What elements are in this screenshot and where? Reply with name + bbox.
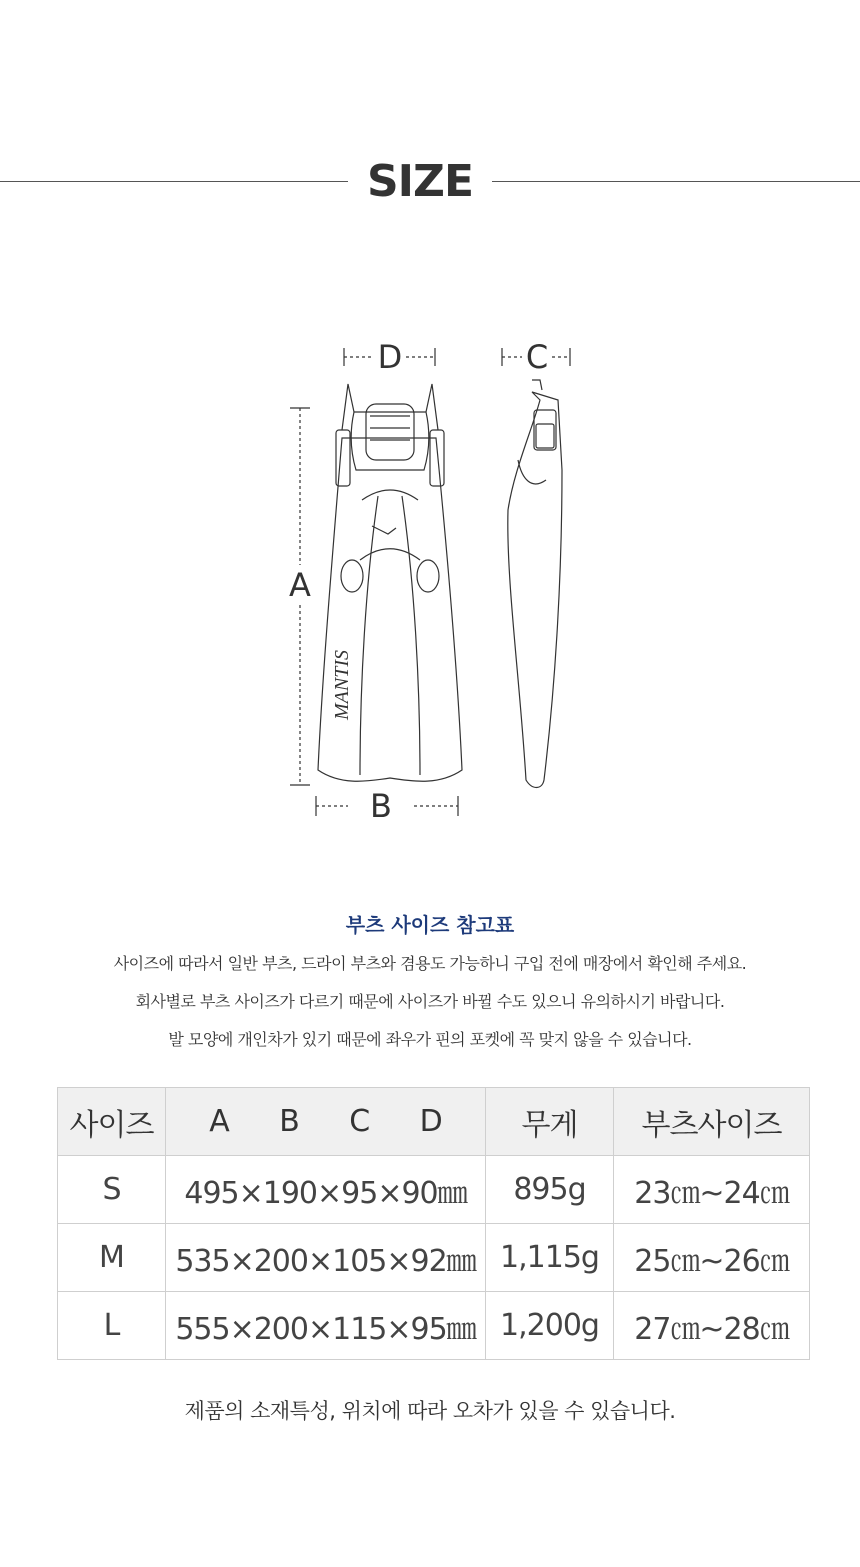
table-row	[58, 1224, 810, 1292]
header-d: D	[419, 1104, 442, 1139]
table-header-row	[58, 1088, 810, 1156]
header-a: A	[209, 1104, 229, 1139]
fin-drawing	[270, 320, 590, 840]
cell-dimensions: 535×200×105×92㎜	[166, 1224, 486, 1292]
table-row	[58, 1156, 810, 1224]
info-line-3: 발 모양에 개인차가 있기 때문에 좌우가 핀의 포켓에 꼭 맞지 않을 수 있습니다.	[168, 1030, 692, 1049]
fin-brand-text: MANTIS	[331, 650, 353, 720]
table-row	[58, 1292, 810, 1360]
cell-weight: 895g	[486, 1156, 614, 1224]
dimension-c-label: C	[525, 338, 549, 376]
cell-dimensions: 555×200×115×95㎜	[166, 1292, 486, 1360]
dimension-a-label: A	[289, 566, 311, 604]
boot-size-info	[0, 905, 860, 1059]
cell-size: S	[58, 1156, 166, 1224]
size-section-header	[0, 150, 860, 214]
dimension-d-label: D	[377, 338, 403, 376]
header-boot-size: 부츠사이즈	[614, 1088, 810, 1156]
dimension-b-label: B	[370, 787, 392, 825]
header-divider-right	[492, 181, 860, 182]
footer-note: 제품의 소재특성, 위치에 따라 오차가 있을 수 있습니다.	[184, 1399, 676, 1423]
info-line-2: 회사별로 부츠 사이즈가 다르기 때문에 사이즈가 바뀔 수도 있으니 유의하시기 바랍니다.	[135, 992, 725, 1011]
header-dimensions	[166, 1088, 486, 1156]
header-b: B	[279, 1104, 299, 1139]
cell-weight: 1,200g	[486, 1292, 614, 1360]
cell-dimensions: 495×190×95×90㎜	[166, 1156, 486, 1224]
cell-size: M	[58, 1224, 166, 1292]
cell-boot-size: 25㎝~26㎝	[614, 1224, 810, 1292]
info-line-1: 사이즈에 따라서 일반 부츠, 드라이 부츠와 겸용도 가능하니 구입 전에 매장에서 확인해 주세요.	[113, 954, 747, 973]
cell-size: L	[58, 1292, 166, 1360]
page-title: SIZE	[366, 156, 474, 207]
header-c: C	[349, 1104, 370, 1139]
fin-dimension-diagram	[270, 320, 590, 840]
cell-weight: 1,115g	[486, 1224, 614, 1292]
header-divider-left	[0, 181, 348, 182]
size-table	[57, 1087, 810, 1360]
cell-boot-size: 27㎝~28㎝	[614, 1292, 810, 1360]
header-size: 사이즈	[58, 1088, 166, 1156]
header-weight: 무게	[486, 1088, 614, 1156]
boot-size-reference-title: 부츠 사이즈 참고표	[345, 913, 515, 937]
cell-boot-size: 23㎝~24㎝	[614, 1156, 810, 1224]
